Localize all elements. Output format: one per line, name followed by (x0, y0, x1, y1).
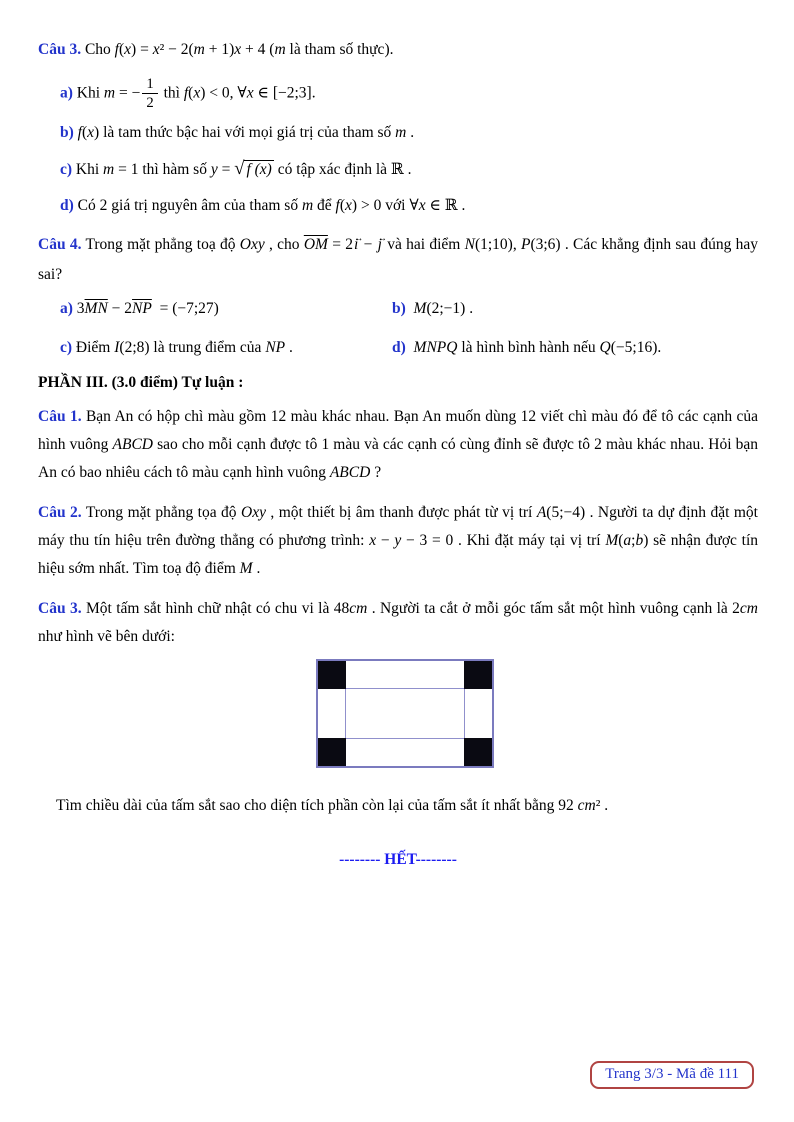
option-b: b) M(2;−1) . (392, 300, 474, 318)
question-4-options (38, 296, 758, 361)
option-a: a) $3\overline{MN} - 2\overline{NP}$ = (−7;27) (60, 300, 219, 318)
statement-a: a) Khi m = − $\frac{1}{2}$ thì f(x) < 0, ∀x ∈ [−2;3]. (60, 76, 316, 112)
statement-c: c) Khi m = 1 thì hàm số y = √ f (x) có tập xác định là ℝ . (60, 158, 412, 180)
page-footer-box (590, 1061, 754, 1089)
page-footer-text: Trang 3/3 - Mã đề 111 (605, 1066, 739, 1082)
corner-square-bottom-left (318, 738, 346, 766)
question-3-intro: Câu 3. Cho f(x) = x² − 2(m + 1)x + 4 (m là tham số thực). (38, 41, 394, 58)
statement-b: b) f(x) là tam thức bậc hai với mọi giá trị của tham số m . (60, 124, 415, 142)
part3-question-2: Câu 2. Trong mặt phẳng tọa độ Oxy , một thiết bị âm thanh được phát từ vị trí A(5;−4) . Người ta dự định đặt một máy thu tín hiệu trên đường thẳng có phương trình: x − y − 3 = 0 . Khi đặt máy tại vị trí M(a;b) sẽ nhận được tín hiệu sớm nhất. Tìm toạ độ điểm M . (38, 504, 759, 578)
part3-question-1: Câu 1. Bạn An có hộp chì màu gồm 12 màu khác nhau. Bạn An muốn dùng 12 viết chì màu đó để tô các cạnh của hình vuông ABCD sao cho mỗi cạnh được tô 1 màu và các cạnh có cùng đỉnh sẽ được tô 2 màu khác nhau. Hỏi bạn An có bao nhiêu cách tô màu cạnh hình vuông ABCD ? (38, 408, 758, 482)
corner-square-bottom-right (464, 738, 492, 766)
option-d: d) MNPQ là hình bình hành nếu Q(−5;16). (392, 339, 662, 357)
corner-square-top-left (318, 661, 346, 689)
iron-sheet-figure (316, 659, 494, 768)
part3-question-3: Câu 3. Một tấm sắt hình chữ nhật có chu vi là 48cm . Người ta cắt ở mỗi góc tấm sắt một hình vuông cạnh là 2cm như hình vẽ bên dưới: (38, 600, 758, 646)
corner-square-top-right (464, 661, 492, 689)
question-4-intro: Câu 4. Trong mặt phẳng toạ độ Oxy , cho $\overline{OM} = 2i$ → − j → và hai điểm N(1;10), P(3;6) . Các khẳng định sau đúng hay sai? (38, 230, 758, 290)
option-c: c) Điểm I(2;8) là trung điểm của NP . (60, 339, 293, 357)
part3-question-3-conclusion: Tìm chiều dài của tấm sắt sao cho diện tích phần còn lại của tấm sắt ít nhất bằng 92 cm² . (56, 797, 609, 815)
part-3-heading: PHẦN III. (3.0 điểm) Tự luận : (38, 374, 244, 392)
question-3-statements (38, 76, 758, 218)
end-marker: -------- HẾT-------- (339, 851, 457, 869)
statement-d: d) Có 2 giá trị nguyên âm của tham số m để f(x) > 0 với ∀x ∈ ℝ . (60, 197, 466, 215)
